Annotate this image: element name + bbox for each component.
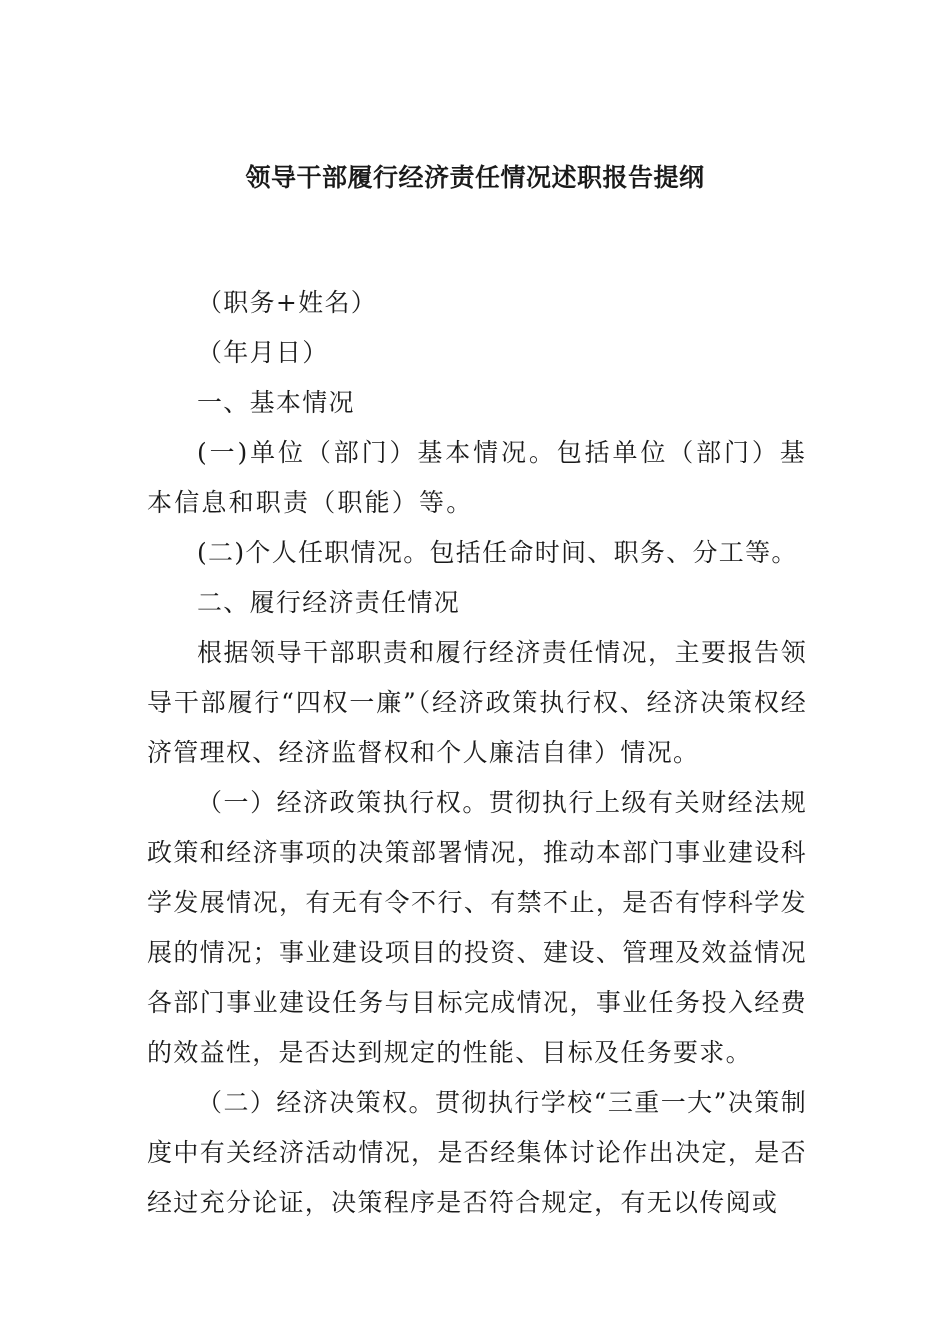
section-heading-basic-info: 一、基本情况 (197, 388, 355, 417)
date-placeholder: （年月日） (197, 338, 329, 367)
author-placeholder: （职务+姓名） (197, 288, 378, 317)
section-heading-economic-responsibility: 二、履行经济责任情况 (197, 588, 461, 617)
paragraph-decision-making: （二）经济决策权。贯彻执行学校“三重一大”决策制度中有关经济活动情况，是否经集体讨论作出决定，是否经过充分论证，决策程序是否符合规定，有无以传阅或 (147, 1088, 807, 1217)
document-body (147, 278, 807, 1228)
paragraph-unit-info: (一)单位（部门）基本情况。包括单位（部门）基本信息和职责（职能）等。 (147, 438, 807, 517)
paragraph-policy-execution: （一）经济政策执行权。贯彻执行上级有关财经法规政策和经济事项的决策部署情况，推动本部门事业建设科学发展情况，有无有令不行、有禁不止，是否有悖科学发展的情况；事业建设项目的投资、建设、管理及效益情况各部门事业建设任务与目标完成情况，事业任务投入经费的效益性，是否达到规定的性能、目标及任务要求。 (147, 788, 807, 1067)
paragraph-four-powers: 根据领导干部职责和履行经济责任情况，主要报告领导干部履行“四权一廉”（经济政策执行权、经济决策权经济管理权、经济监督权和个人廉洁自律）情况。 (147, 638, 807, 767)
paragraph-personal-appointment: (二)个人任职情况。包括任命时间、职务、分工等。 (197, 538, 798, 567)
document-title: 领导干部履行经济责任情况述职报告提纲 (245, 163, 705, 192)
